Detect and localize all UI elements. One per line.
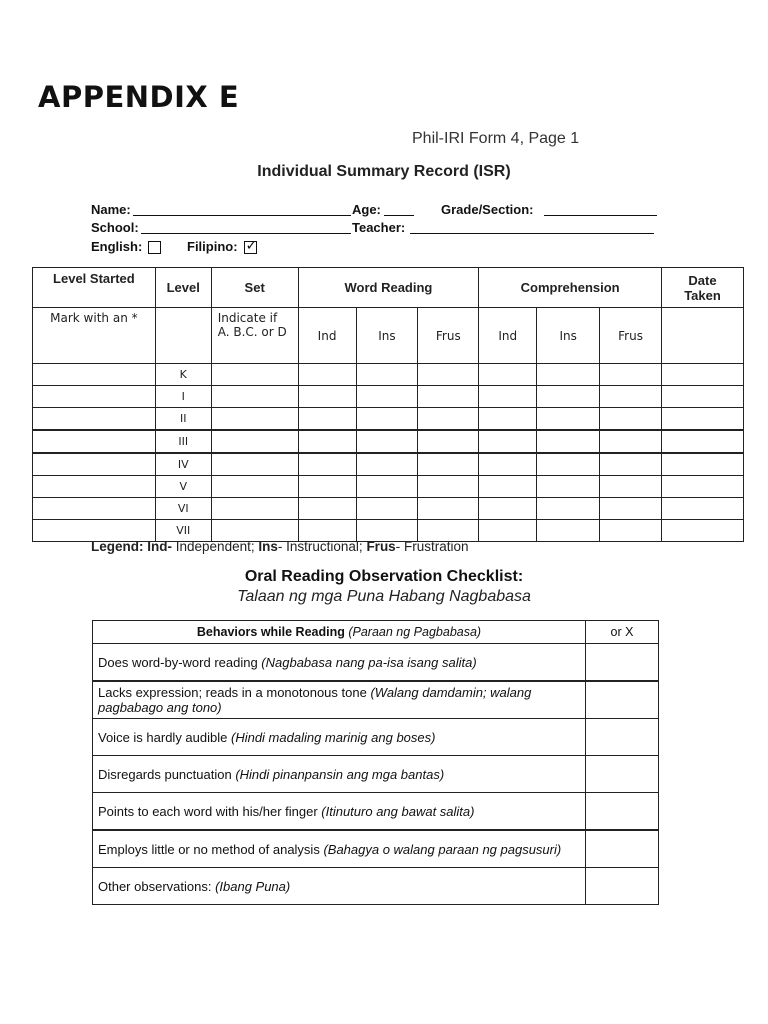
entry-cell[interactable] (418, 386, 479, 408)
grade-section-field[interactable] (544, 215, 657, 216)
entry-cell[interactable] (662, 498, 744, 520)
legend-label: Legend: (91, 539, 144, 554)
entry-cell[interactable] (356, 430, 418, 453)
checklist-title: Oral Reading Observation Checklist: (244, 568, 524, 585)
checklist-row (93, 719, 659, 756)
behavior-text (93, 644, 586, 682)
date-taken-header: Date Taken (662, 268, 744, 308)
level-cell: K (155, 364, 211, 386)
checklist-row (93, 681, 659, 719)
level-cell: VI (155, 498, 211, 520)
name-label: Name: (91, 202, 131, 217)
entry-cell[interactable] (537, 364, 600, 386)
entry-cell[interactable] (418, 453, 479, 476)
teacher-label: Teacher: (352, 220, 406, 235)
entry-cell[interactable] (33, 498, 156, 520)
english-checkbox[interactable] (148, 241, 161, 254)
mark-instruction: Mark with an * (33, 308, 156, 364)
table-row (33, 453, 744, 476)
entry-cell[interactable] (600, 408, 662, 431)
entry-cell[interactable] (418, 498, 479, 520)
entry-cell[interactable] (356, 498, 418, 520)
comprehension-header: Comprehension (479, 268, 662, 308)
level-sub-cell (155, 308, 211, 364)
entry-cell[interactable] (537, 498, 600, 520)
behavior-text (93, 868, 586, 905)
legend (91, 539, 468, 554)
legend-frus-text: - Frustration (395, 539, 469, 554)
entry-cell[interactable] (298, 408, 356, 431)
checklist-row (93, 756, 659, 793)
entry-cell[interactable] (298, 386, 356, 408)
name-field[interactable] (133, 215, 351, 216)
appendix-title: APPENDIX E (38, 80, 240, 114)
observation-body (93, 644, 659, 905)
entry-cell[interactable] (600, 386, 662, 408)
entry-cell[interactable] (600, 453, 662, 476)
entry-cell[interactable] (479, 476, 537, 498)
entry-cell[interactable] (33, 408, 156, 431)
entry-cell[interactable] (356, 386, 418, 408)
entry-cell[interactable] (479, 408, 537, 431)
behavior-en: Employs little or no method of analysis (98, 841, 324, 857)
mark-cell[interactable] (586, 868, 659, 905)
table-row (33, 498, 744, 520)
entry-cell[interactable] (537, 430, 600, 453)
entry-cell[interactable] (600, 430, 662, 453)
checklist-row (93, 868, 659, 905)
entry-cell[interactable] (211, 498, 298, 520)
word-reading-header: Word Reading (298, 268, 479, 308)
entry-cell[interactable] (33, 364, 156, 386)
entry-cell[interactable] (662, 364, 744, 386)
entry-cell[interactable] (662, 453, 744, 476)
entry-cell[interactable] (356, 476, 418, 498)
table-row (33, 408, 744, 431)
entry-cell[interactable] (33, 476, 156, 498)
mark-cell[interactable] (586, 793, 659, 831)
checklist-subtitle: Talaan ng mga Puna Habang Nagbabasa (237, 588, 531, 605)
isr-body (33, 364, 744, 542)
filipino-label: Filipino: (187, 239, 238, 254)
entry-cell[interactable] (418, 364, 479, 386)
age-field[interactable] (384, 215, 414, 216)
isr-table (32, 267, 744, 542)
entry-cell[interactable] (356, 364, 418, 386)
legend-frus-key: Frus (366, 539, 396, 554)
entry-cell[interactable] (537, 408, 600, 431)
entry-cell[interactable] (418, 430, 479, 453)
behavior-en: Points to each word with his/her finger (98, 803, 322, 819)
entry-cell[interactable] (662, 408, 744, 431)
entry-cell[interactable] (211, 364, 298, 386)
behaviors-header (93, 621, 586, 644)
form-number: Phil-IRI Form 4, Page 1 (412, 130, 580, 147)
entry-cell[interactable] (298, 476, 356, 498)
behavior-text (93, 719, 586, 756)
entry-cell[interactable] (298, 364, 356, 386)
mark-cell[interactable] (586, 681, 659, 719)
entry-cell[interactable] (298, 498, 356, 520)
behavior-fil: (Walang damdamin; walang pagbabago ang tono) (98, 685, 532, 715)
entry-cell[interactable] (479, 386, 537, 408)
wr-ins-header: Ins (356, 308, 418, 364)
behavior-en: Does word-by-word reading (98, 654, 262, 670)
table-row (33, 386, 744, 408)
entry-cell[interactable] (298, 453, 356, 476)
behavior-en: Lacks expression; reads in a monotonous tone (98, 685, 371, 700)
entry-cell[interactable] (537, 453, 600, 476)
entry-cell[interactable] (479, 430, 537, 453)
entry-cell[interactable] (662, 476, 744, 498)
level-cell: I (155, 386, 211, 408)
entry-cell[interactable] (33, 386, 156, 408)
age-label: Age: (352, 202, 381, 217)
entry-cell[interactable] (662, 386, 744, 408)
behavior-fil: (Itinuturo ang bawat salita) (321, 803, 475, 819)
entry-cell[interactable] (211, 386, 298, 408)
entry-cell[interactable] (33, 453, 156, 476)
behavior-fil: (Bahagya o walang paraan ng pagsusuri) (323, 841, 562, 857)
set-instruction: Indicate if A. B.C. or D (211, 308, 298, 364)
entry-cell[interactable] (33, 430, 156, 453)
behavior-en: Other observations: (98, 878, 216, 894)
entry-cell[interactable] (537, 386, 600, 408)
level-cell: V (155, 476, 211, 498)
entry-cell[interactable] (600, 476, 662, 498)
behavior-text (93, 793, 586, 831)
entry-cell[interactable] (537, 476, 600, 498)
c-frus-header: Frus (600, 308, 662, 364)
school-label: School: (91, 220, 139, 235)
level-cell: III (155, 430, 211, 453)
mark-cell[interactable] (586, 756, 659, 793)
entry-cell[interactable] (662, 520, 744, 542)
entry-cell[interactable] (662, 430, 744, 453)
behavior-text (93, 756, 586, 793)
entry-cell[interactable] (479, 520, 537, 542)
set-header: Set (211, 268, 298, 308)
checklist-row (93, 644, 659, 682)
legend-ins-key: Ins (258, 539, 278, 554)
school-field[interactable] (141, 233, 351, 234)
mark-header: or X (586, 621, 659, 644)
legend-ind-text: Independent; (172, 539, 255, 554)
check-mark-icon: ✓ (245, 237, 258, 253)
behaviors-header-fil: (Paraan ng Pagbabasa) (348, 625, 482, 639)
behaviors-header-en: Behaviors while Reading (196, 625, 345, 639)
wr-ind-header: Ind (298, 308, 356, 364)
entry-cell[interactable] (600, 364, 662, 386)
mark-cell[interactable] (586, 719, 659, 756)
entry-cell[interactable] (600, 498, 662, 520)
level-cell: IV (155, 453, 211, 476)
mark-cell[interactable] (586, 830, 659, 868)
c-ind-header: Ind (479, 308, 537, 364)
entry-cell[interactable] (211, 476, 298, 498)
table-row (33, 430, 744, 453)
isr-title: Individual Summary Record (ISR) (257, 163, 511, 180)
entry-cell[interactable] (211, 408, 298, 431)
level-cell: VII (155, 520, 211, 542)
behavior-fil: (Hindi madaling marinig ang boses) (230, 729, 436, 745)
behavior-text (93, 830, 586, 868)
filipino-option (187, 239, 257, 254)
entry-cell[interactable] (418, 408, 479, 431)
english-label: English: (91, 239, 143, 254)
observation-table (92, 620, 659, 905)
entry-cell[interactable] (211, 430, 298, 453)
table-row (33, 476, 744, 498)
entry-cell[interactable] (479, 498, 537, 520)
table-row (33, 364, 744, 386)
level-cell: II (155, 408, 211, 431)
behavior-fil: (Hindi pinanpansin ang mga bantas) (235, 766, 445, 782)
entry-cell[interactable] (356, 453, 418, 476)
entry-cell[interactable] (479, 364, 537, 386)
checklist-row (93, 793, 659, 831)
isr-header-row (33, 268, 744, 308)
legend-ind-key: Ind- (147, 539, 173, 554)
behavior-fil: (Nagbabasa nang pa-isa isang salita) (261, 654, 477, 670)
wr-frus-header: Frus (418, 308, 479, 364)
teacher-field[interactable] (410, 233, 654, 234)
mark-cell[interactable] (586, 644, 659, 682)
entry-cell[interactable] (600, 520, 662, 542)
behavior-text (93, 681, 586, 719)
entry-cell[interactable] (211, 453, 298, 476)
entry-cell[interactable] (479, 453, 537, 476)
grade-section-label: Grade/Section: (441, 202, 534, 217)
behavior-en: Disregards punctuation (98, 766, 236, 782)
date-sub-cell (662, 308, 744, 364)
c-ins-header: Ins (537, 308, 600, 364)
isr-subheader-row (33, 308, 744, 364)
level-header: Level (155, 268, 211, 308)
legend-ins-text: - Instructional; (277, 539, 363, 554)
checklist-row (93, 830, 659, 868)
entry-cell[interactable] (537, 520, 600, 542)
level-started-header: Level Started (33, 268, 156, 308)
entry-cell[interactable] (356, 408, 418, 431)
observation-header-row (93, 621, 659, 644)
behavior-fil: (Ibang Puna) (215, 878, 291, 894)
entry-cell[interactable] (298, 430, 356, 453)
english-option (91, 239, 161, 254)
entry-cell[interactable] (418, 476, 479, 498)
filipino-checkbox[interactable] (244, 237, 258, 254)
behavior-en: Voice is hardly audible (98, 729, 231, 745)
